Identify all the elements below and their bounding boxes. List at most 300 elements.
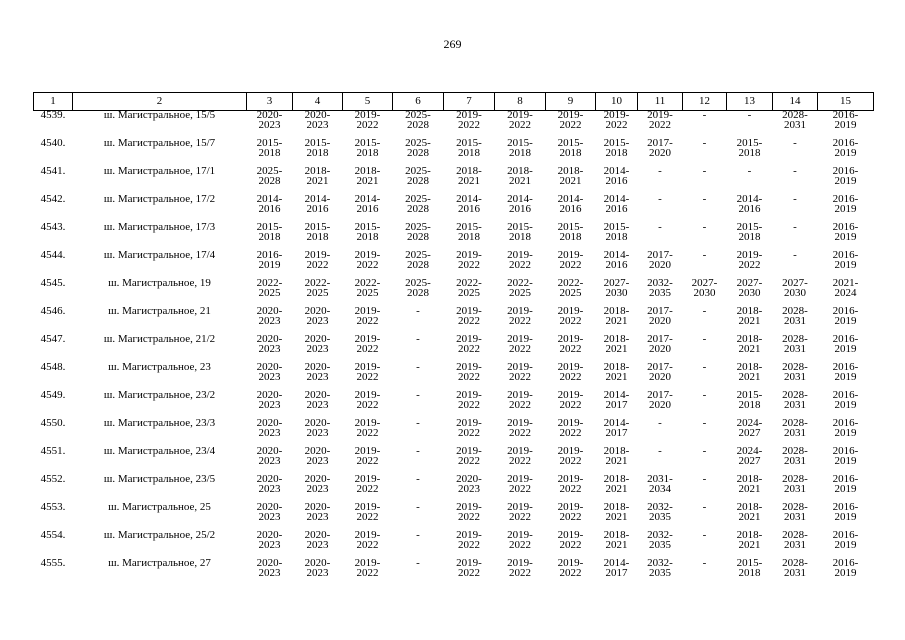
row-number: 4547.: [40, 333, 66, 345]
cell-value: 2015- 2018: [456, 221, 482, 243]
cell-value: 2017- 2020: [647, 305, 673, 327]
table-row: [34, 251, 874, 279]
table-cell: [638, 139, 683, 167]
table-cell: [638, 195, 683, 223]
table-cell: [343, 475, 393, 503]
table-cell: [546, 531, 596, 559]
table-cell: [683, 419, 727, 447]
column-header: 12: [683, 93, 727, 111]
cell-value: 2018- 2021: [603, 473, 630, 495]
table-cell: [818, 223, 874, 251]
cell-value: 2022- 2025: [507, 277, 533, 299]
cell-value: 2025- 2028: [405, 137, 431, 159]
cell-value: -: [416, 417, 420, 429]
cell-value: 2022- 2025: [557, 277, 584, 299]
cell-value: 2032- 2035: [647, 529, 673, 551]
cell-value: 2028- 2031: [782, 557, 808, 579]
table-cell: [546, 307, 596, 335]
cell-value: -: [658, 221, 662, 233]
table-cell: [546, 279, 596, 307]
cell-value: 2019- 2022: [557, 501, 584, 523]
table-cell: [495, 335, 546, 363]
table-cell: [247, 447, 293, 475]
cell-value: 2015- 2018: [507, 137, 533, 159]
cell-value: 2014- 2016: [603, 193, 630, 215]
row-address: ш. Магистральное, 21/2: [103, 333, 216, 345]
table-cell: [683, 531, 727, 559]
table-cell: [727, 139, 773, 167]
table-cell: [247, 167, 293, 195]
table-cell: [596, 279, 638, 307]
column-header: 7: [444, 93, 495, 111]
cell-value: 2018- 2021: [557, 165, 584, 187]
cell-value: 2019- 2022: [456, 249, 482, 271]
row-number: 4552.: [40, 473, 66, 485]
cell-value: 2015- 2018: [256, 137, 283, 159]
table-cell: [727, 475, 773, 503]
cell-value: 2022- 2025: [456, 277, 482, 299]
cell-value: 2016- 2019: [832, 501, 859, 523]
cell-value: 2018- 2021: [603, 333, 630, 355]
table-cell: [444, 223, 495, 251]
cell-value: 2015- 2018: [456, 137, 482, 159]
cell-value: 2020- 2023: [304, 417, 331, 439]
cell-value: 2015- 2018: [603, 221, 630, 243]
table-cell: [638, 503, 683, 531]
table-cell: [393, 251, 444, 279]
cell-value: 2015- 2018: [736, 137, 763, 159]
table-cell: [444, 251, 495, 279]
table-cell: [638, 223, 683, 251]
table-cell: [293, 447, 343, 475]
table-row: [34, 307, 874, 335]
row-number: 4549.: [40, 389, 66, 401]
row-address: ш. Магистральное, 21: [108, 305, 211, 317]
table-row: [34, 531, 874, 559]
cell-value: 2015- 2018: [736, 389, 763, 411]
row-number: 4540.: [40, 137, 66, 149]
table-cell: [596, 447, 638, 475]
table-cell: [773, 419, 818, 447]
table-cell: [393, 363, 444, 391]
cell-value: 2015- 2018: [507, 221, 533, 243]
cell-value: -: [416, 529, 420, 541]
column-header: 4: [293, 93, 343, 111]
cell-value: 2020- 2023: [256, 417, 283, 439]
cell-value: 2019- 2022: [557, 305, 584, 327]
table-cell: [727, 167, 773, 195]
table-cell: [773, 447, 818, 475]
table-row: [34, 475, 874, 503]
table-cell: [247, 531, 293, 559]
table-cell: [343, 251, 393, 279]
cell-value: -: [416, 305, 420, 317]
column-header: 11: [638, 93, 683, 111]
cell-value: 2019- 2022: [557, 333, 584, 355]
table-cell: [727, 111, 773, 140]
table-cell: [393, 223, 444, 251]
table-cell: [773, 335, 818, 363]
cell-value: 2020- 2023: [256, 473, 283, 495]
cell-value: 2020- 2023: [256, 109, 283, 131]
table-cell: [293, 419, 343, 447]
cell-value: 2018- 2021: [736, 529, 763, 551]
table-cell: [683, 251, 727, 279]
cell-value: 2014- 2016: [256, 193, 283, 215]
row-number: 4555.: [40, 557, 66, 569]
table-cell: [343, 559, 393, 587]
cell-value: -: [747, 109, 752, 121]
cell-value: 2014- 2017: [603, 557, 630, 579]
table-row: [34, 419, 874, 447]
cell-value: -: [658, 417, 662, 429]
table-cell: [393, 195, 444, 223]
cell-value: -: [702, 249, 707, 261]
table-cell: [393, 447, 444, 475]
cell-value: 2018- 2021: [304, 165, 331, 187]
cell-value: 2014- 2017: [603, 417, 630, 439]
table-cell: [247, 559, 293, 587]
table-cell: [393, 503, 444, 531]
cell-value: 2028- 2031: [782, 389, 808, 411]
cell-value: 2028- 2031: [782, 361, 808, 383]
cell-value: 2015- 2018: [304, 137, 331, 159]
table-cell: [727, 195, 773, 223]
table-cell: [293, 279, 343, 307]
table-cell: [727, 251, 773, 279]
table-cell: [546, 167, 596, 195]
table-row: [34, 447, 874, 475]
cell-value: -: [702, 333, 707, 345]
cell-value: -: [702, 109, 707, 121]
table-cell: [546, 503, 596, 531]
table-cell: [393, 419, 444, 447]
cell-value: 2019- 2022: [557, 445, 584, 467]
cell-value: 2025- 2028: [405, 109, 431, 131]
table-row: [34, 139, 874, 167]
table-cell: [683, 139, 727, 167]
row-address: ш. Магистральное, 17/3: [103, 221, 216, 233]
cell-value: -: [702, 529, 707, 541]
cell-value: 2020- 2023: [304, 333, 331, 355]
table-cell: [683, 335, 727, 363]
table-cell: [495, 559, 546, 587]
table-cell: [596, 391, 638, 419]
cell-value: 2019- 2022: [354, 501, 381, 523]
cell-value: 2019- 2022: [736, 249, 763, 271]
cell-value: 2017- 2020: [647, 249, 673, 271]
table-cell: [596, 531, 638, 559]
cell-value: 2019- 2022: [507, 333, 533, 355]
table-cell: [683, 279, 727, 307]
table-cell: [818, 251, 874, 279]
table-cell: [247, 223, 293, 251]
table-cell: [773, 251, 818, 279]
row-address: ш. Магистральное, 17/1: [103, 165, 216, 177]
cell-value: 2025- 2028: [405, 221, 431, 243]
cell-value: 2017- 2020: [647, 333, 673, 355]
table-cell: [773, 223, 818, 251]
column-header: 9: [546, 93, 596, 111]
table-cell: [773, 139, 818, 167]
table-cell: [343, 447, 393, 475]
column-header: 15: [818, 93, 874, 111]
row-address: ш. Магистральное, 23/2: [103, 389, 216, 401]
table-cell: [343, 195, 393, 223]
cell-value: 2020- 2023: [256, 389, 283, 411]
cell-value: 2028- 2031: [782, 305, 808, 327]
table-cell: [818, 447, 874, 475]
table-cell: [495, 447, 546, 475]
cell-value: 2019- 2022: [354, 389, 381, 411]
cell-value: 2018- 2021: [736, 333, 763, 355]
row-number: 4551.: [40, 445, 66, 457]
column-header: 14: [773, 93, 818, 111]
table-cell: [596, 111, 638, 140]
table-cell: [343, 335, 393, 363]
cell-value: 2022- 2025: [256, 277, 283, 299]
table-cell: [495, 111, 546, 140]
cell-value: 2019- 2022: [456, 109, 482, 131]
cell-value: 2018- 2021: [456, 165, 482, 187]
table-cell: [638, 307, 683, 335]
cell-value: 2020- 2023: [456, 473, 482, 495]
table-cell: [393, 531, 444, 559]
table-cell: [444, 559, 495, 587]
table-cell: [683, 503, 727, 531]
cell-value: -: [747, 165, 752, 177]
cell-value: 2019- 2022: [507, 109, 533, 131]
table-cell: [444, 111, 495, 140]
table-row: [34, 195, 874, 223]
table-cell: [727, 447, 773, 475]
row-number: 4554.: [40, 529, 66, 541]
table-row: [34, 279, 874, 307]
table-cell: [638, 335, 683, 363]
table-cell: [546, 335, 596, 363]
table-cell: [546, 111, 596, 140]
cell-value: -: [702, 473, 707, 485]
table-cell: [343, 531, 393, 559]
table-cell: [727, 419, 773, 447]
table-cell: [444, 279, 495, 307]
table-cell: [393, 475, 444, 503]
table-cell: [343, 111, 393, 140]
row-address: ш. Магистральное, 15/5: [103, 109, 216, 121]
table-cell: [393, 391, 444, 419]
row-number: 4550.: [40, 417, 66, 429]
cell-value: 2018- 2021: [603, 361, 630, 383]
cell-value: 2018- 2021: [603, 445, 630, 467]
table-cell: [818, 111, 874, 140]
table-cell: [596, 223, 638, 251]
cell-value: 2018- 2021: [507, 165, 533, 187]
table-cell: [818, 391, 874, 419]
cell-value: 2015- 2018: [354, 137, 381, 159]
cell-value: 2016- 2019: [832, 305, 859, 327]
column-header: 2: [73, 93, 247, 111]
cell-value: 2019- 2022: [507, 529, 533, 551]
row-address: ш. Магистральное, 25/2: [103, 529, 216, 541]
row-address: ш. Магистральное, 23/5: [103, 473, 216, 485]
table-cell: [343, 167, 393, 195]
table-cell: [727, 363, 773, 391]
cell-value: 2019- 2022: [557, 417, 584, 439]
cell-value: 2019- 2022: [456, 361, 482, 383]
table-cell: [444, 419, 495, 447]
cell-value: 2019- 2022: [507, 473, 533, 495]
table-row: [34, 503, 874, 531]
cell-value: 2020- 2023: [304, 445, 331, 467]
table-cell: [393, 279, 444, 307]
table-row: [34, 167, 874, 195]
table-cell: [495, 139, 546, 167]
cell-value: 2019- 2022: [647, 109, 673, 131]
cell-value: 2020- 2023: [304, 473, 331, 495]
table-cell: [343, 503, 393, 531]
cell-value: 2020- 2023: [256, 305, 283, 327]
table-cell: [596, 251, 638, 279]
table-cell: [343, 223, 393, 251]
cell-value: 2020- 2023: [304, 389, 331, 411]
table-cell: [727, 223, 773, 251]
cell-value: 2020- 2023: [256, 501, 283, 523]
table-cell: [773, 167, 818, 195]
cell-value: 2028- 2031: [782, 417, 808, 439]
cell-value: -: [793, 249, 797, 261]
cell-value: 2018- 2021: [603, 305, 630, 327]
cell-value: 2019- 2022: [507, 417, 533, 439]
cell-value: 2014- 2016: [507, 193, 533, 215]
cell-value: 2020- 2023: [256, 529, 283, 551]
table-cell: [546, 475, 596, 503]
cell-value: -: [702, 557, 707, 569]
table-cell: [818, 363, 874, 391]
table-cell: [773, 391, 818, 419]
cell-value: -: [416, 389, 420, 401]
cell-value: 2019- 2022: [456, 305, 482, 327]
cell-value: 2019- 2022: [507, 445, 533, 467]
cell-value: -: [416, 557, 420, 569]
table-cell: [444, 391, 495, 419]
cell-value: -: [416, 361, 420, 373]
table-cell: [773, 363, 818, 391]
cell-value: 2032- 2035: [647, 277, 673, 299]
table-cell: [247, 475, 293, 503]
table-cell: [683, 167, 727, 195]
table-cell: [773, 475, 818, 503]
cell-value: 2015- 2018: [354, 221, 381, 243]
cell-value: 2014- 2016: [603, 249, 630, 271]
table-cell: [818, 475, 874, 503]
row-number: 4553.: [40, 501, 66, 513]
table-cell: [293, 363, 343, 391]
cell-value: 2016- 2019: [832, 137, 859, 159]
table-cell: [546, 251, 596, 279]
table-cell: [247, 391, 293, 419]
table-cell: [393, 335, 444, 363]
row-number: 4541.: [40, 165, 66, 177]
row-number: 4546.: [40, 305, 66, 317]
row-number: 4539.: [40, 109, 66, 121]
table-cell: [818, 279, 874, 307]
cell-value: 2018- 2021: [354, 165, 381, 187]
cell-value: 2025- 2028: [405, 249, 431, 271]
table-cell: [727, 503, 773, 531]
cell-value: 2016- 2019: [832, 473, 859, 495]
cell-value: 2015- 2018: [304, 221, 331, 243]
cell-value: 2025- 2028: [405, 193, 431, 215]
column-header: 8: [495, 93, 546, 111]
cell-value: 2022- 2025: [304, 277, 331, 299]
cell-value: 2019- 2022: [507, 389, 533, 411]
cell-value: 2019- 2022: [557, 389, 584, 411]
cell-value: 2019- 2022: [354, 557, 381, 579]
table-cell: [444, 475, 495, 503]
row-number: 4548.: [40, 361, 66, 373]
table-cell: [247, 251, 293, 279]
table-cell: [546, 223, 596, 251]
table-cell: [444, 195, 495, 223]
cell-value: 2019- 2022: [456, 417, 482, 439]
table-cell: [293, 195, 343, 223]
table-cell: [638, 559, 683, 587]
table-cell: [393, 111, 444, 140]
cell-value: -: [793, 165, 797, 177]
table-cell: [773, 195, 818, 223]
cell-value: 2015- 2018: [736, 221, 763, 243]
table-cell: [727, 559, 773, 587]
table-cell: [293, 167, 343, 195]
cell-value: 2019- 2022: [456, 557, 482, 579]
row-address: ш. Магистральное, 27: [108, 557, 211, 569]
cell-value: 2016- 2019: [832, 249, 859, 271]
table-cell: [495, 363, 546, 391]
cell-value: -: [658, 165, 662, 177]
table-cell: [773, 111, 818, 140]
table-cell: [393, 139, 444, 167]
cell-value: 2024- 2027: [736, 445, 763, 467]
table-cell: [683, 363, 727, 391]
cell-value: -: [416, 333, 420, 345]
table-cell: [293, 223, 343, 251]
table-cell: [818, 307, 874, 335]
table-cell: [638, 531, 683, 559]
table-cell: [683, 559, 727, 587]
column-header: 13: [727, 93, 773, 111]
cell-value: -: [702, 361, 707, 373]
cell-value: 2015- 2018: [256, 221, 283, 243]
row-address: ш. Магистральное, 17/2: [103, 193, 216, 205]
cell-value: 2032- 2035: [647, 557, 673, 579]
cell-value: 2019- 2022: [354, 417, 381, 439]
table-cell: [293, 335, 343, 363]
table-cell: [818, 335, 874, 363]
table-row: [34, 391, 874, 419]
cell-value: 2016- 2019: [832, 417, 859, 439]
cell-value: 2014- 2016: [354, 193, 381, 215]
cell-value: 2015- 2018: [603, 137, 630, 159]
table-cell: [444, 335, 495, 363]
cell-value: 2016- 2019: [832, 445, 859, 467]
cell-value: 2018- 2021: [736, 305, 763, 327]
table-cell: [596, 139, 638, 167]
cell-value: -: [702, 193, 707, 205]
cell-value: 2019- 2022: [557, 249, 584, 271]
column-header: 3: [247, 93, 293, 111]
table-cell: [343, 391, 393, 419]
table-cell: [683, 223, 727, 251]
